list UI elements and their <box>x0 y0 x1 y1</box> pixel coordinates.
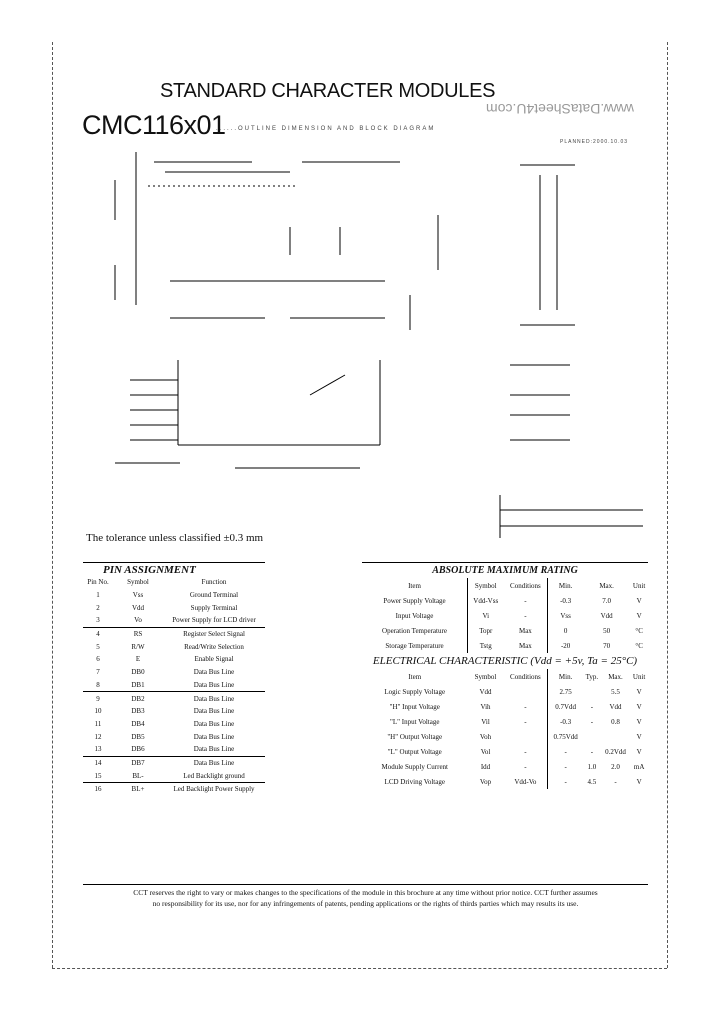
table-cell: Data Bus Line <box>193 694 235 703</box>
table-cell: 15 <box>83 769 113 782</box>
table-cell: - <box>524 747 527 756</box>
column-header: Function <box>201 578 227 587</box>
table-cell: - <box>524 702 527 711</box>
table-cell: DB7 <box>131 758 145 767</box>
table-cell: Voh <box>479 732 492 741</box>
tolerance-note: The tolerance unless classified ±0.3 mm <box>86 532 264 544</box>
table-cell: 2 <box>96 603 100 612</box>
column-header: Typ. <box>585 672 599 681</box>
table-cell <box>601 729 631 744</box>
table-cell: DB5 <box>131 732 145 741</box>
table-cell: 70 <box>603 641 611 650</box>
table-cell: 0.8 <box>611 717 620 726</box>
table-cell: E <box>135 655 141 664</box>
document-title: STANDARD CHARACTER MODULES <box>160 80 496 102</box>
table-cell: 14 <box>94 758 102 767</box>
table-cell: 4 <box>96 630 100 639</box>
table-cell: V <box>636 611 642 620</box>
table-row <box>83 679 265 692</box>
table-row <box>83 756 265 769</box>
table-cell: 5.5 <box>611 687 620 696</box>
column-header: Max. <box>599 581 614 590</box>
column-header: Unit <box>632 581 646 590</box>
table-cell: °C <box>635 626 643 635</box>
table-cell: Enable Signal <box>194 655 234 664</box>
table-row <box>83 769 265 782</box>
table-cell: Vss <box>548 608 583 623</box>
table-row <box>362 759 648 774</box>
footer-line-1: CCT reserves the right to vary or makes changes to the specifications of the module in this brochure at any time without prior notice. CCT further assumes <box>133 888 598 897</box>
table-cell: 50 <box>603 626 611 635</box>
table-cell: Register Select Signal <box>183 630 245 639</box>
table-cell: Data Bus Line <box>163 743 265 756</box>
table-cell <box>504 729 548 744</box>
table-cell: Max <box>518 641 532 650</box>
electrical-title: ELECTRICAL CHARACTERISTIC (Vdd = +5v, Ta = 25°C) <box>372 655 638 667</box>
table-cell: - <box>614 777 617 786</box>
table-cell: V <box>636 717 642 726</box>
table-cell <box>583 684 601 699</box>
table-cell: Module Supply Current <box>381 762 448 771</box>
table-cell: 0.2Vdd <box>605 747 626 756</box>
table-cell: LCD Driving Voltage <box>384 777 445 786</box>
table-row <box>362 699 648 714</box>
table-cell: Idd <box>480 762 491 771</box>
table-cell: Vdd <box>479 687 492 696</box>
table-cell: Led Backlight ground <box>163 769 265 782</box>
table-cell: 10 <box>94 707 102 716</box>
column-header: Conditions <box>510 672 541 681</box>
table-cell: 0.7Vdd <box>548 699 583 714</box>
table-cell: Topr <box>468 623 504 638</box>
table-cell: Logic Supply Voltage <box>384 687 446 696</box>
table-cell: V <box>636 596 642 605</box>
table-row <box>83 692 265 705</box>
table-cell: Read/Write Selection <box>184 642 244 651</box>
table-row <box>83 783 265 796</box>
table-cell: Max <box>518 626 532 635</box>
page-border-bottom <box>52 968 667 969</box>
table-row <box>362 744 648 759</box>
drawing-subtitle: ......OUTLINE DIMENSION AND BLOCK DIAGRAM <box>216 126 436 132</box>
table-row <box>362 684 648 699</box>
table-cell: Data Bus Line <box>163 679 265 692</box>
table-row <box>83 718 265 731</box>
table-row <box>83 666 265 679</box>
table-cell: Vi <box>468 608 504 623</box>
table-row <box>83 614 265 627</box>
column-header: Item <box>408 581 421 590</box>
table-cell: DB1 <box>113 679 163 692</box>
table-cell: DB3 <box>131 707 145 716</box>
table-cell: BL- <box>113 769 163 782</box>
table-cell: RS <box>133 630 143 639</box>
table-cell: 13 <box>83 743 113 756</box>
table-cell: 2.0 <box>611 762 620 771</box>
table-cell: Led Backlight Power Supply <box>173 785 255 794</box>
table-header-row <box>83 576 265 589</box>
table-cell <box>504 684 548 699</box>
table-cell: Supply Terminal <box>190 603 238 612</box>
footer-line-2: no responsibility for its use, nor for any infringements of patents, pending applications or the rights of thirds parties which may results its use. <box>152 899 579 908</box>
table-cell: 12 <box>94 732 102 741</box>
table-cell: 1.0 <box>587 762 597 771</box>
table-cell <box>583 729 601 744</box>
table-cell: - <box>548 744 583 759</box>
pin-assignment-title: PIN ASSIGNMENT <box>103 563 196 576</box>
footer-divider <box>83 884 648 885</box>
pin-assignment-table <box>83 562 265 796</box>
table-cell: - <box>524 717 527 726</box>
table-cell: 7.0 <box>602 596 611 605</box>
table-cell: - <box>524 611 527 620</box>
column-header: Min. <box>548 578 583 593</box>
table-cell: Operation Temperature <box>382 626 447 635</box>
table-cell: DB0 <box>131 668 145 677</box>
table-cell: Vol <box>480 747 491 756</box>
table-cell: Data Bus Line <box>193 732 235 741</box>
table-cell: V <box>636 747 642 756</box>
table-cell: - <box>548 774 583 789</box>
model-number: CMC116x01 <box>82 110 226 140</box>
table-cell: -0.3 <box>548 714 583 729</box>
table-cell: - <box>524 762 527 771</box>
table-cell: Vdd-Vss <box>468 593 504 608</box>
table-cell: Data Bus Line <box>193 758 235 767</box>
table-cell: "L" Output Voltage <box>387 747 442 756</box>
table-cell: 16 <box>94 785 102 794</box>
table-row <box>362 608 648 623</box>
table-cell: 11 <box>94 719 102 728</box>
table-cell: 9 <box>96 694 100 703</box>
table-cell: mA <box>633 762 645 771</box>
table-cell: 2.75 <box>548 684 583 699</box>
table-cell: Vop <box>479 777 492 786</box>
table-cell: Vdd-Vo <box>514 777 537 786</box>
table-header-row <box>362 669 648 684</box>
table-cell: Power Supply for LCD driver <box>163 614 265 627</box>
column-header: Item <box>408 672 422 681</box>
table-row <box>362 774 648 789</box>
table-cell: - <box>548 759 583 774</box>
table-cell: "L" Input Voltage <box>390 717 440 726</box>
table-cell: 0 <box>548 623 583 638</box>
column-header: Max. <box>608 672 623 681</box>
table-cell: Vih <box>480 702 491 711</box>
revision-date: PLANNED:2000.10.03 <box>560 139 629 145</box>
table-cell: 0.75Vdd <box>548 729 583 744</box>
table-cell: 3 <box>83 614 113 627</box>
table-cell: 6 <box>96 655 100 664</box>
table-row <box>362 623 648 638</box>
table-row <box>83 640 265 653</box>
table-cell: Power Supply Voltage <box>383 596 446 605</box>
table-cell: 1 <box>96 591 100 600</box>
table-cell: "H" Input Voltage <box>389 702 440 711</box>
table-cell: Tstg <box>468 638 504 653</box>
absolute-max-title: ABSOLUTE MAXIMUM RATING <box>432 565 578 576</box>
table-row <box>83 601 265 614</box>
table-cell: Data Bus Line <box>193 719 235 728</box>
table-row <box>362 714 648 729</box>
table-cell: R/W <box>131 642 145 651</box>
watermark: www.DataSheet4U.com <box>486 101 634 117</box>
column-header: Symbol <box>474 672 497 681</box>
table-cell: DB4 <box>131 719 145 728</box>
table-row <box>83 653 265 666</box>
table-cell: Vo <box>113 614 163 627</box>
table-header-row <box>362 578 648 593</box>
table-cell: - <box>590 717 594 726</box>
table-cell: 5 <box>96 642 100 651</box>
column-header: Symbol <box>127 578 149 587</box>
footer-disclaimer <box>83 887 648 909</box>
table-cell: Vss <box>132 591 144 600</box>
ratings-table <box>362 562 648 789</box>
table-cell: Vil <box>481 717 490 726</box>
table-cell: Data Bus Line <box>193 668 235 677</box>
table-cell: V <box>636 702 642 711</box>
table-cell: V <box>636 687 642 696</box>
table-cell: 4.5 <box>587 777 597 786</box>
table-cell: Vdd <box>609 702 622 711</box>
table-cell: -0.3 <box>548 593 583 608</box>
table-row <box>362 593 648 608</box>
table-cell: 8 <box>83 679 113 692</box>
table-cell: - <box>524 596 527 605</box>
table-cell: °C <box>635 641 643 650</box>
table-row <box>83 589 265 602</box>
table-cell: V <box>636 732 642 741</box>
column-header: Min. <box>548 669 583 684</box>
table-cell: Vdd <box>600 611 613 620</box>
column-header: Unit <box>632 672 646 681</box>
table-cell: DB6 <box>113 743 163 756</box>
table-row <box>362 638 648 653</box>
table-row <box>362 729 648 744</box>
column-header: Symbol <box>468 578 504 593</box>
table-cell: V <box>636 777 642 786</box>
table-cell: Input Voltage <box>395 611 434 620</box>
table-cell: - <box>590 747 594 756</box>
table-cell: DB2 <box>131 694 145 703</box>
table-cell: BL+ <box>131 785 145 794</box>
column-header: Pin No. <box>87 578 109 587</box>
table-cell: - <box>590 702 594 711</box>
table-cell: Storage Temperature <box>385 641 444 650</box>
table-cell: "H" Output Voltage <box>387 732 443 741</box>
table-cell: Vdd <box>131 603 145 612</box>
column-header: Conditions <box>510 581 541 590</box>
table-cell: 7 <box>96 668 100 677</box>
table-cell: Ground Terminal <box>189 591 239 600</box>
table-row <box>83 730 265 743</box>
table-cell: Data Bus Line <box>193 707 235 716</box>
table-row <box>83 743 265 756</box>
table-cell: -20 <box>548 638 583 653</box>
table-row <box>83 627 265 640</box>
table-row <box>83 705 265 718</box>
